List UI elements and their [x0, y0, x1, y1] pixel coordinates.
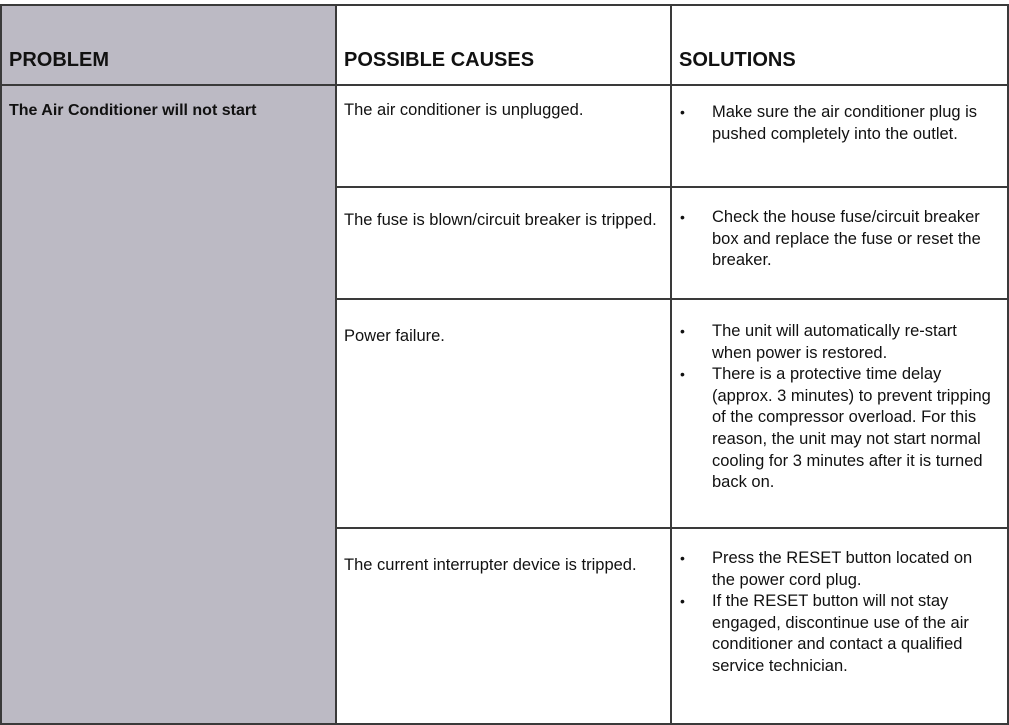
problem-header: PROBLEM: [1, 5, 336, 85]
table-row: [1, 85, 1008, 187]
solution-list: [678, 207, 999, 272]
cause-cell: Power failure.: [336, 299, 671, 528]
solution-text: Check the house fuse/circuit breaker box and replace the fuse or reset the breaker.: [712, 208, 981, 270]
solution-item: [678, 102, 999, 145]
bullet-icon: •: [680, 323, 685, 339]
solution-text: There is a protective time delay (approx. 3 minutes) to prevent tripping of the compressor overload. For this reason, the unit may not start normal cooling for 3 minutes after it is turned back on.: [712, 365, 991, 492]
bullet-icon: •: [680, 593, 685, 610]
troubleshooting-table: [0, 4, 1009, 725]
bullet-icon: •: [680, 366, 685, 383]
bullet-icon: •: [680, 104, 685, 120]
solution-list: [678, 548, 999, 678]
header-row: [1, 5, 1008, 85]
solution-cell: [671, 187, 1008, 299]
solution-item: [678, 207, 999, 272]
bullet-icon: •: [680, 550, 685, 566]
solution-list: [678, 102, 999, 145]
possible-causes-header: POSSIBLE CAUSES: [336, 5, 671, 85]
solution-text: Press the RESET button located on the power cord plug.: [712, 549, 973, 589]
solution-item: [678, 591, 999, 677]
bullet-icon: •: [680, 209, 685, 225]
problem-text: The Air Conditioner will not start: [9, 102, 257, 119]
solution-list: [678, 321, 999, 494]
solution-item: [678, 548, 999, 591]
solution-item: [678, 321, 999, 364]
solutions-header: SOLUTIONS: [671, 5, 1008, 85]
solution-cell: [671, 528, 1008, 724]
solution-cell: [671, 85, 1008, 187]
cause-cell: The air conditioner is unplugged.: [336, 85, 671, 187]
solution-text: Make sure the air conditioner plug is pushed completely into the outlet.: [712, 103, 978, 143]
problem-cell: [1, 85, 336, 724]
cause-cell: The current interrupter device is tripped.: [336, 528, 671, 724]
cause-cell: The fuse is blown/circuit breaker is tripped.: [336, 187, 671, 299]
solution-text: The unit will automatically re-start when power is restored.: [712, 322, 957, 362]
solution-text: If the RESET button will not stay engaged, discontinue use of the air conditioner and contact a qualified service technician.: [712, 592, 969, 675]
solution-cell: [671, 299, 1008, 528]
solution-item: [678, 364, 999, 494]
